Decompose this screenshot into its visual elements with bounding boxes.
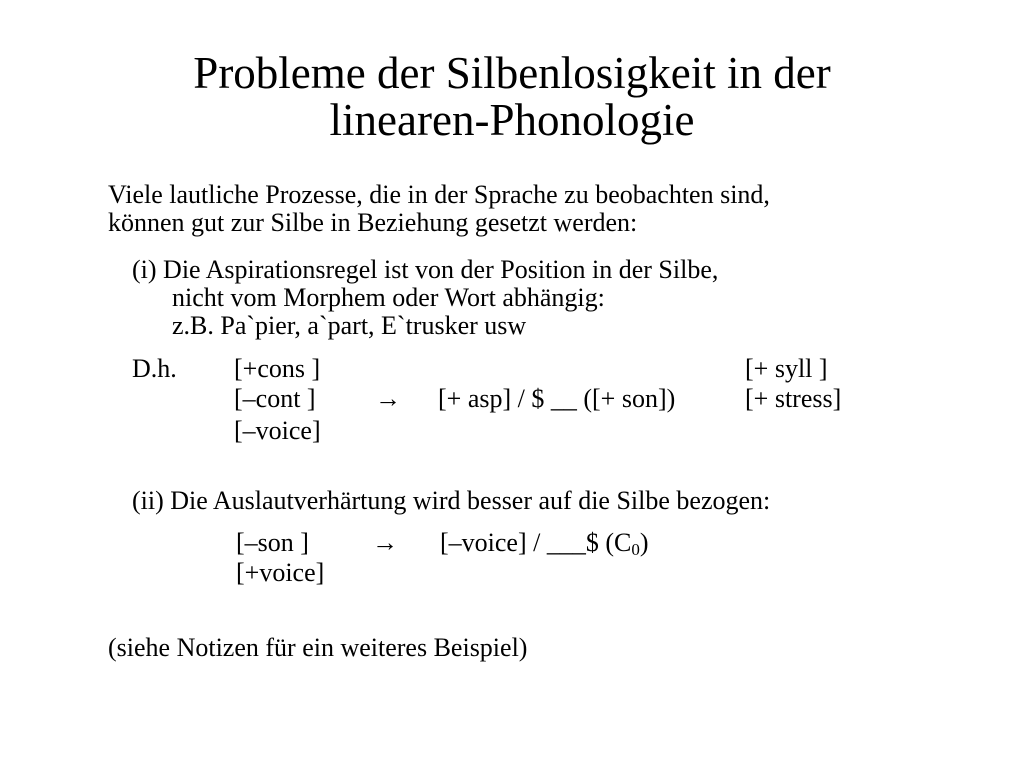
rule-2-feature-voice: [+voice] xyxy=(236,558,325,587)
footnote: (siehe Notizen für ein weiteres Beispiel) xyxy=(108,633,528,662)
rule-1-context-stress: [+ stress] xyxy=(745,384,842,413)
rule-1-feature-cons: [+cons ] xyxy=(234,354,321,383)
rule-2-output-main: [–voice] / ___$ (C xyxy=(440,528,632,557)
point-1 xyxy=(132,256,718,340)
rule-1-context-syll: [+ syll ] xyxy=(745,354,828,383)
rule-1-arrow-icon: → xyxy=(375,384,401,413)
rule-1-feature-cont: [–cont ] xyxy=(234,384,316,413)
point-1-line-2: nicht vom Morphem oder Wort abhängig: xyxy=(172,283,605,312)
rule-1-label: D.h. xyxy=(132,354,177,383)
rule-2-arrow-icon: → xyxy=(372,528,398,557)
point-1-line-3: z.B. Pa`pier, a`part, E`trusker usw xyxy=(172,311,527,340)
rule-2-output-subscript: 0 xyxy=(631,540,640,559)
intro-paragraph xyxy=(108,181,770,237)
rule-2-feature-son: [–son ] xyxy=(236,528,309,557)
intro-line-2: können gut zur Silbe in Beziehung gesetzt werden: xyxy=(108,208,638,237)
slide-title xyxy=(0,50,1024,144)
rule-1-feature-voice: [–voice] xyxy=(234,416,321,445)
point-2: (ii) Die Auslautverhärtung wird besser auf die Silbe bezogen: xyxy=(132,486,771,515)
point-1-line-1: (i) Die Aspirationsregel ist von der Position in der Silbe, xyxy=(132,255,719,284)
rule-1-output: [+ asp] / $ __ ([+ son]) xyxy=(438,384,676,413)
intro-line-1: Viele lautliche Prozesse, die in der Sprache zu beobachten sind, xyxy=(108,180,770,209)
slide-title-line-1: Probleme der Silbenlosigkeit in der xyxy=(193,48,831,98)
rule-2-output xyxy=(440,529,649,557)
slide-title-line-2: linearen-Phonologie xyxy=(329,95,695,145)
rule-2-output-end: ) xyxy=(639,528,649,557)
